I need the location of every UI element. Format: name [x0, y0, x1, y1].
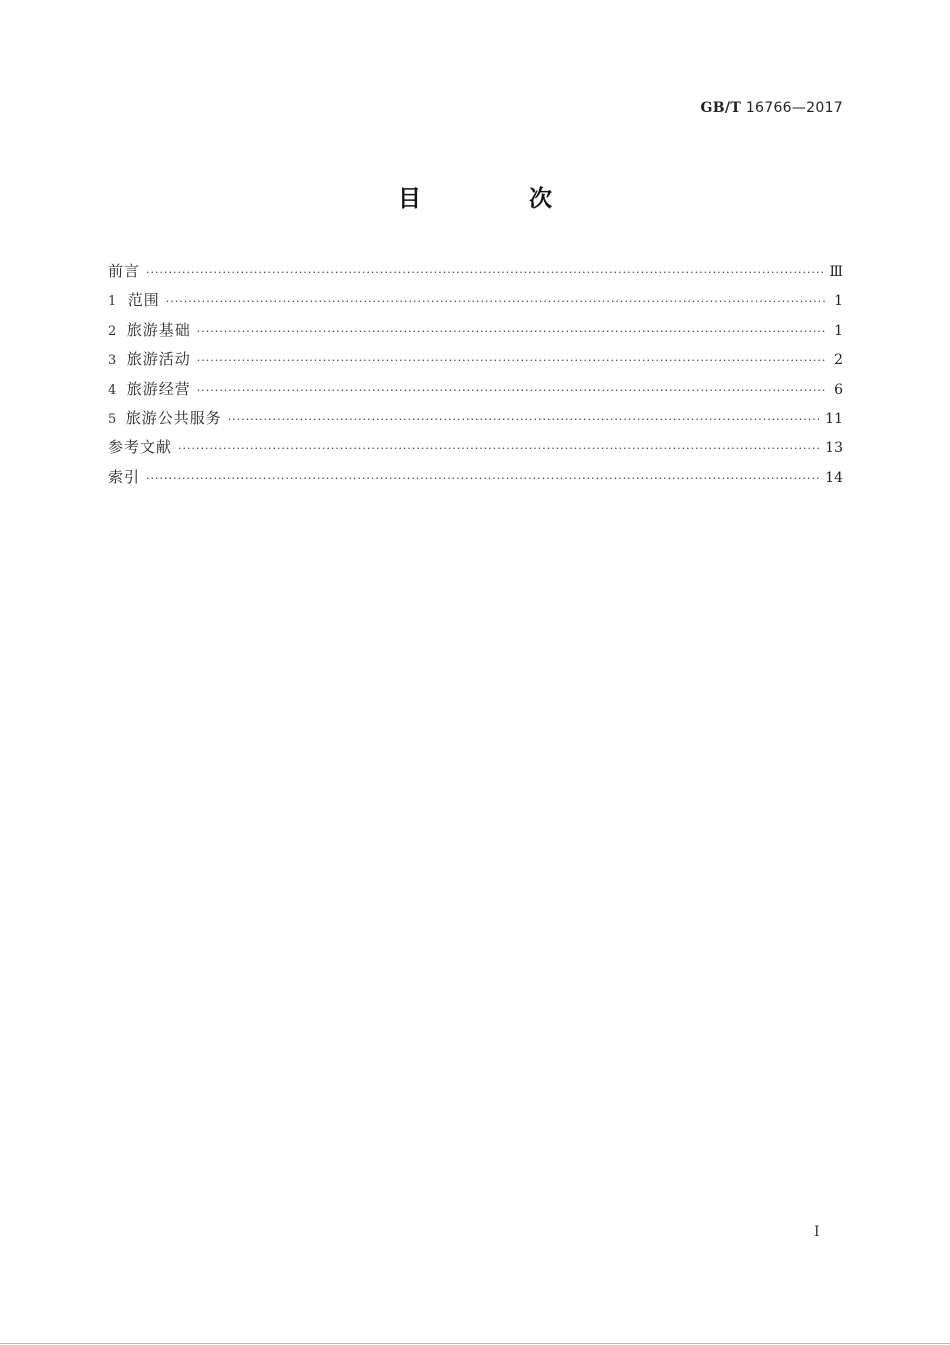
toc-entry-tourism-basics[interactable] [108, 316, 843, 345]
toc-entry-public-services[interactable] [108, 404, 843, 433]
toc-entry-tourism-activities[interactable] [108, 345, 843, 374]
toc-entry-label: 参考文献 [108, 438, 173, 457]
toc-entry-page: Ⅲ [829, 264, 843, 280]
standard-number: 16766—2017 [745, 100, 843, 116]
page-number: Ⅰ [814, 1224, 820, 1240]
toc-entry-page: 14 [825, 469, 843, 486]
page-bottom-edge [0, 1343, 950, 1344]
toc-entry-scope[interactable] [108, 286, 843, 315]
toc-entry-label: 索引 [108, 467, 141, 486]
toc-leader-dots [197, 346, 825, 374]
toc-entry-page: 1 [834, 322, 843, 339]
page-title: 目 次 [397, 186, 602, 212]
standard-code [701, 100, 843, 116]
toc-entry-label: 前言 [108, 262, 141, 280]
toc-entry-page: 6 [834, 381, 843, 398]
toc-entry-tourism-operations[interactable] [108, 375, 843, 404]
toc-entry-number: 5 [108, 411, 117, 427]
toc-leader-dots [197, 317, 825, 345]
toc-entry-label: 旅游经营 [126, 379, 191, 398]
toc-entry-label: 旅游公共服务 [125, 408, 222, 427]
toc-entry-label: 旅游活动 [126, 350, 191, 369]
table-of-contents [108, 257, 843, 492]
toc-leader-dots [146, 464, 819, 492]
toc-entry-index[interactable] [108, 463, 843, 492]
toc-entry-number: 3 [108, 353, 117, 369]
toc-entry-number: 4 [108, 382, 117, 398]
toc-leader-dots [178, 434, 819, 462]
toc-entry-page: 1 [834, 293, 843, 310]
toc-entry-page: 2 [834, 352, 843, 369]
toc-entry-references[interactable] [108, 433, 843, 462]
toc-entry-page: 13 [825, 440, 843, 457]
toc-leader-dots [228, 405, 819, 433]
toc-entry-label: 旅游基础 [126, 320, 191, 339]
toc-entry-preface[interactable] [108, 257, 843, 286]
toc-entry-label: 范围 [127, 291, 160, 310]
toc-entry-number: 2 [108, 323, 117, 339]
toc-entry-page: 11 [825, 410, 843, 427]
standard-prefix: GB/T [700, 100, 742, 116]
toc-leader-dots [197, 376, 825, 404]
toc-leader-dots [146, 258, 823, 286]
toc-entry-number: 1 [108, 294, 117, 310]
toc-leader-dots [166, 287, 825, 315]
